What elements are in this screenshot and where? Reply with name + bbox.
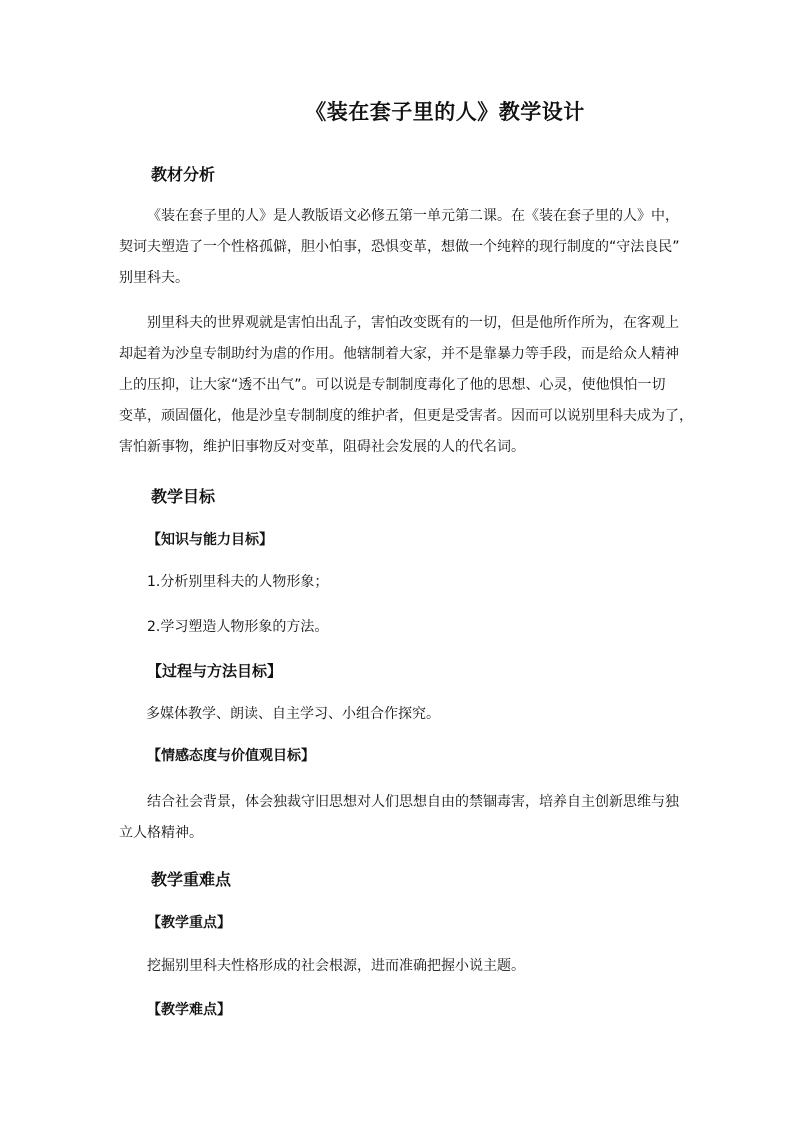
analysis-p1-line-3: 别里科夫。 [119,270,189,286]
analysis-paragraph-2 [119,308,693,463]
difficulty-label: 【教学难点】 [147,1002,231,1018]
process-goals-line: 多媒体教学、朗读、自主学习、小组合作探究。 [146,706,440,722]
analysis-paragraph-1 [119,201,680,294]
document-title: 《装在套子里的人》教学设计 [305,100,585,124]
analysis-p2-line-4: 变革，顽固僵化，他是沙皇专制制度的维护者，但更是受害者。因而可以说别里科夫成为了， [119,408,693,424]
emotion-goals-line-2: 立人格精神。 [119,825,203,841]
analysis-p1-line-1: 《装在套子里的人》是人教版语文必修五第一单元第二课。在《装在套子里的人》中， [147,208,679,224]
knowledge-goals-label: 【知识与能力目标】 [147,532,273,548]
analysis-p2-line-3: 上的压抑，让大家“透不出气”。可以说是专制制度毒化了他的思想、心灵，使他惧怕一切 [119,377,666,393]
focus-label: 【教学重点】 [147,915,231,931]
focus-line: 挖掘别里科夫性格形成的社会根源，进而准确把握小说主题。 [147,958,525,974]
focus-text [147,951,677,982]
process-goals-text [147,699,677,730]
analysis-p1-line-2: 契诃夫塑造了一个性格孤僻，胆小怕事，恐惧变革，想做一个纯粹的现行制度的“守法良民” [119,239,680,255]
emotion-goals-line-1: 结合社会背景，体会独裁守旧思想对人们思想自由的禁锢毒害，培养自主创新思维与独 [147,794,679,810]
knowledge-goal-1-text: 1.分析别里科夫的人物形象； [147,574,329,590]
knowledge-goal-2 [147,612,677,643]
analysis-p2-line-1: 别里科夫的世界观就是害怕出乱子，害怕改变既有的一切，但是他所作所为，在客观上 [147,315,679,331]
section-heading-keypoints: 教学重难点 [151,870,232,889]
section-heading-analysis: 教材分析 [151,165,216,184]
process-goals-label: 【过程与方法目标】 [147,662,283,680]
emotion-goals-paragraph [119,787,679,849]
section-heading-goals: 教学目标 [151,487,216,506]
knowledge-goal-2-text: 2.学习塑造人物形象的方法。 [147,619,329,635]
analysis-p2-line-5: 害怕新事物，维护旧事物反对变革，阻碍社会发展的人的代名词。 [119,439,525,455]
emotion-goals-label: 【情感态度与价值观目标】 [147,748,315,764]
analysis-p2-line-2: 却起着为沙皇专制助纣为虐的作用。他辖制着大家，并不是靠暴力等手段，而是给众人精神 [119,346,679,362]
knowledge-goal-1 [147,567,677,598]
